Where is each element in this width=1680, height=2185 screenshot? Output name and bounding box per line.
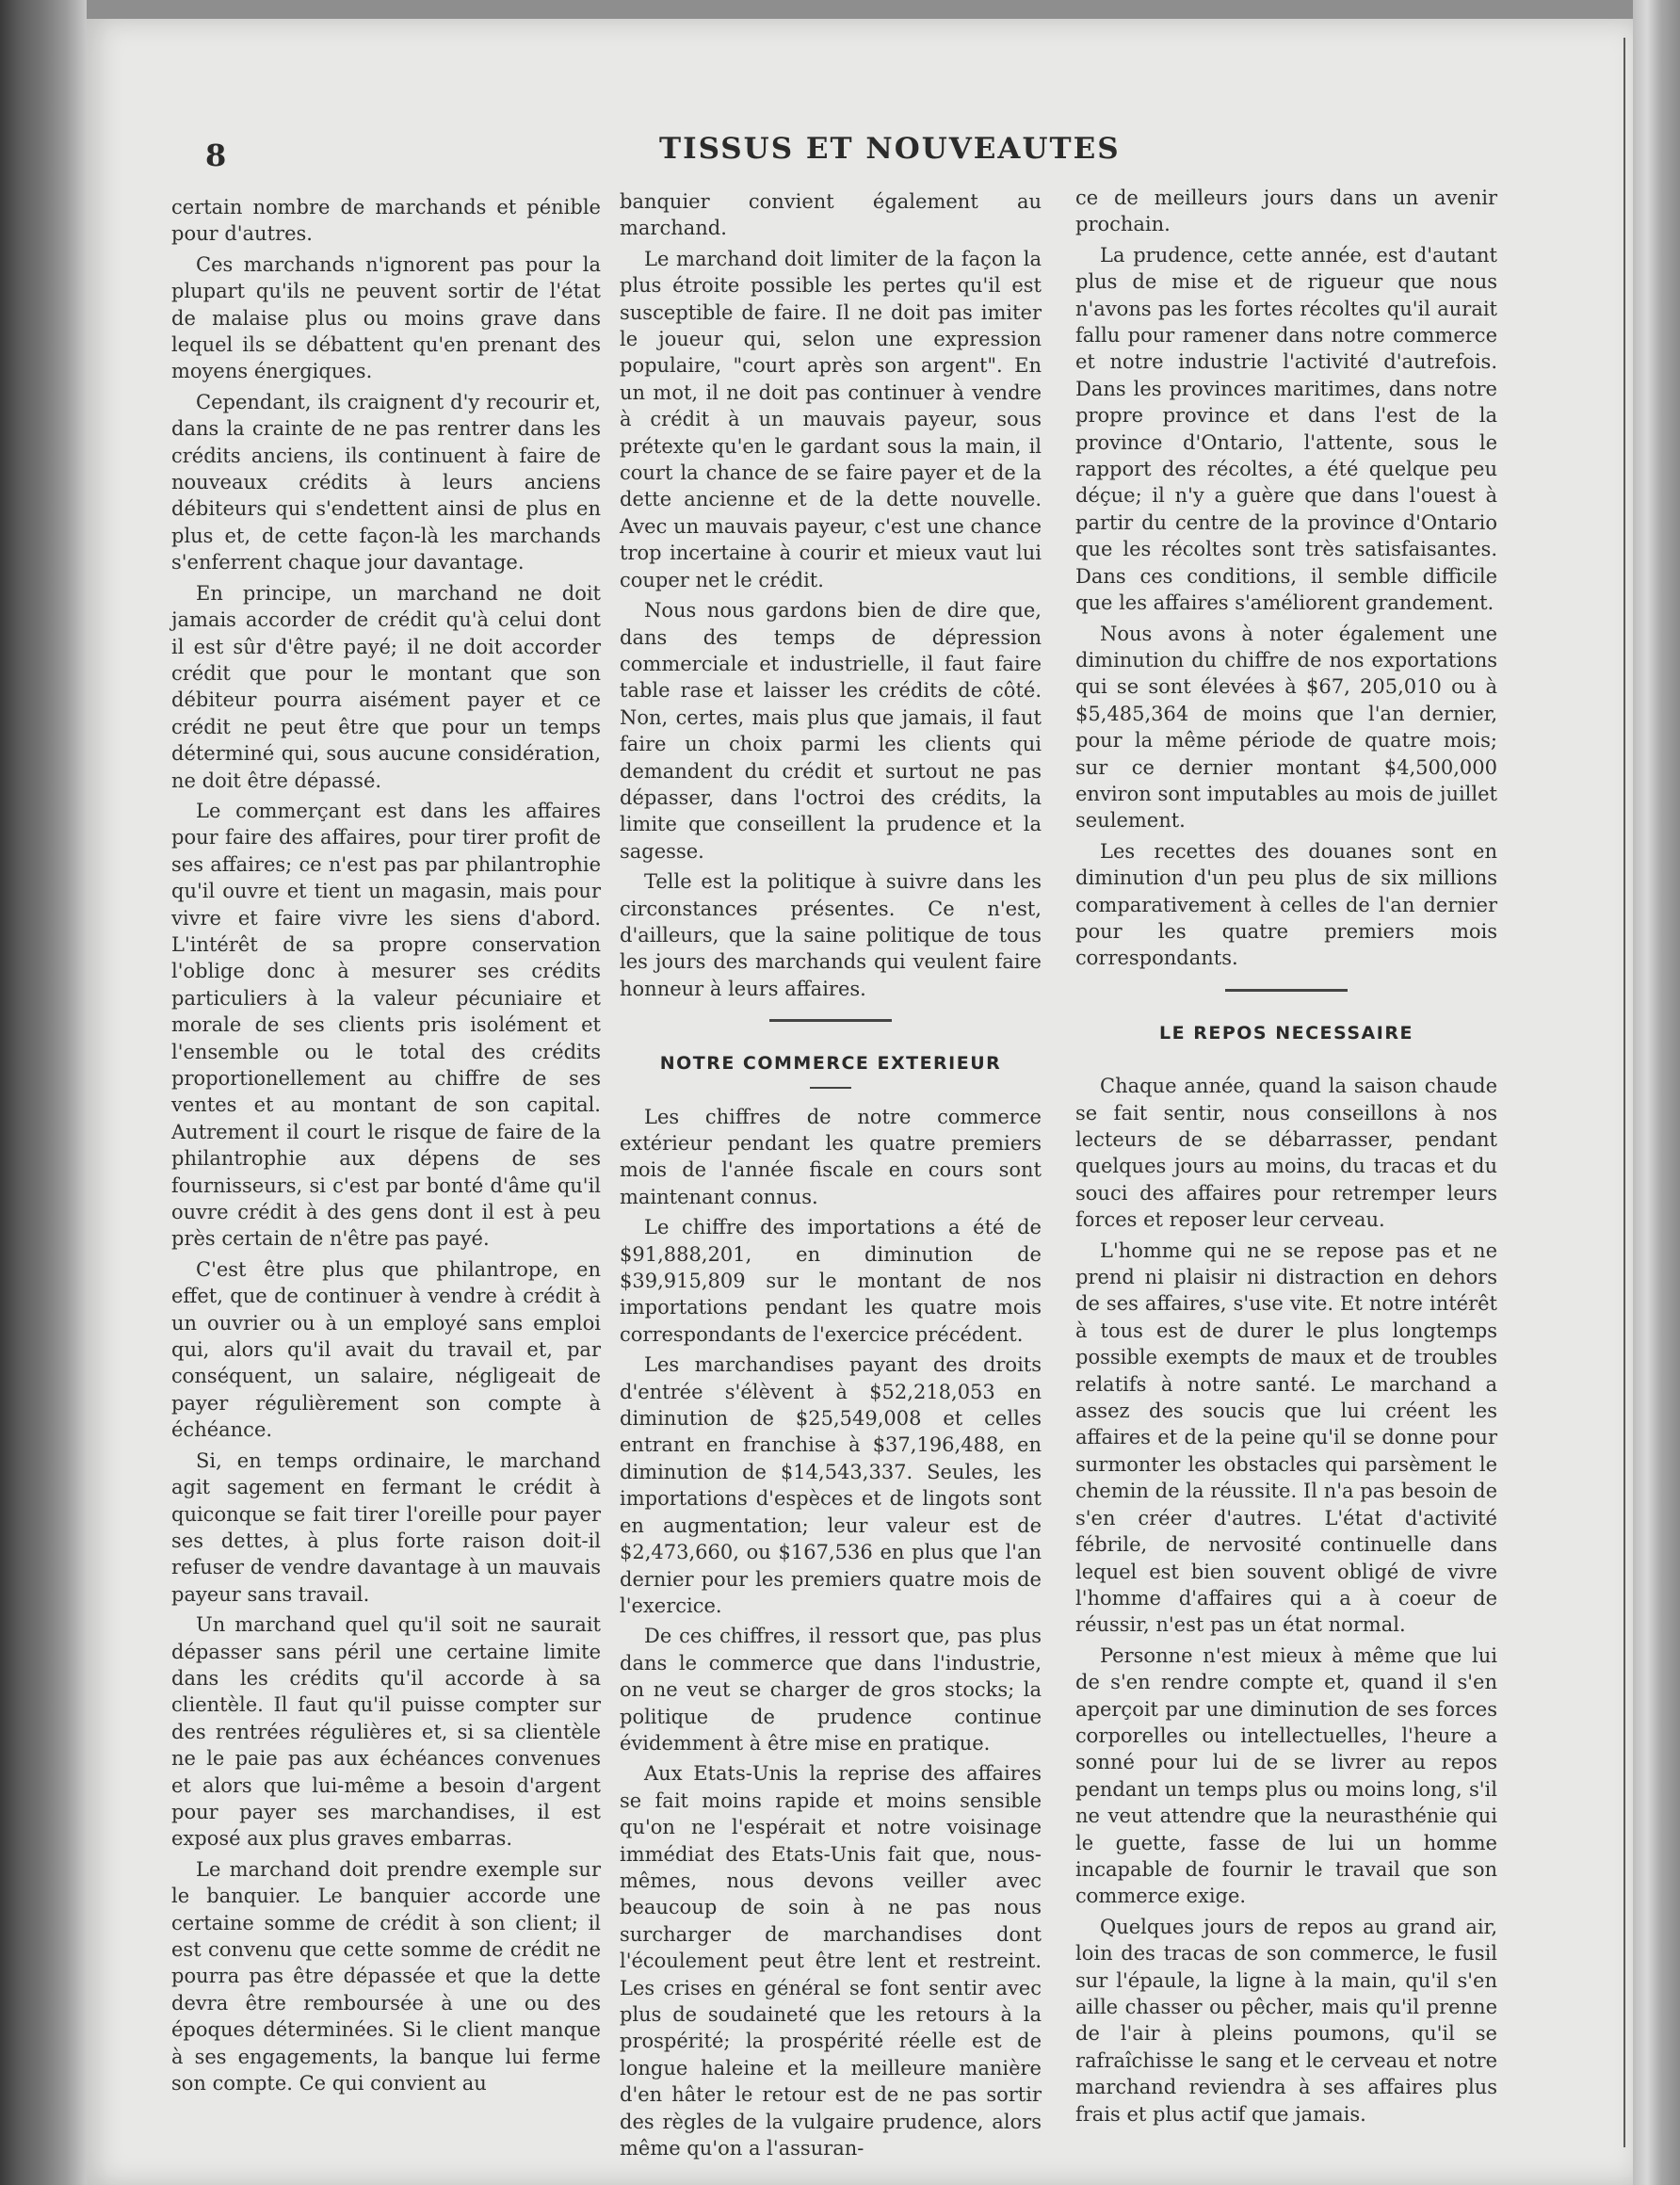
page-number: 8 xyxy=(205,138,227,173)
paragraph: Quelques jours de repos au grand air, loin des tracas de son commerce, le fusil sur l'épaule, la ligne à la main, qu'il s'en aille chasser ou pêcher, mais qu'il prenne de l'air à pleins poumons, qu'il se rafraîchisse le sang et le cerveau et notre marchand reviendra à ses affaires plus frais et plus actif que jamais. xyxy=(1075,1915,1497,2126)
paragraph: Le marchand doit limiter de la façon la plus étroite possible les pertes qu'il est susceptible de faire. Il ne doit pas imiter le joueur qui, selon une expression populaire, "court après son argent". En un mot, il ne doit pas continuer à vendre à crédit à un mauvais payeur, sous prétexte qu'en le gardant sous la main, il court la chance de se faire payer et de la dette ancienne et de la dette nouvelle. Avec un mauvais payeur, c'est une chance trop incertaine à courir et mieux vaut lui couper net le crédit. xyxy=(620,247,1042,591)
paragraph: En principe, un marchand ne doit jamais accorder de crédit qu'à celui dont il est sûr d'être payé; il ne doit accorder crédit que pour le montant que son débiteur pourra aisément payer et ce crédit ne peut être que pour un temps déterminé qui, sous aucune considération, ne doit être dépassé. xyxy=(171,581,601,792)
paragraph: La prudence, cette année, est d'autant plus de mise et de rigueur que nous n'avons pas les fortes récoltes qu'il aurait fallu pour ramener dans notre commerce et notre industrie l'activité d'autrefois. Dans les provinces maritimes, dans notre propre province et dans l'est de la province d'Ontario, l'attente, sous le rapport des récoltes, a été quelque peu déçue; il n'y a guère que dans l'ouest à partir du centre de la province d'Ontario que les récoltes sont très satisfaisantes. Dans ces conditions, il semble difficile que les affaires s'améliorent grandement. xyxy=(1075,243,1497,615)
column-1 xyxy=(171,194,601,2100)
running-head: TISSUS ET NOUVEAUTES xyxy=(659,132,1121,166)
paragraph: C'est être plus que philantrope, en effet, que de continuer à vendre à crédit à un ouvrier ou à un employé sans emploi qui, alors qu'il avait du travail et, par conséquent, un salaire, négligeait de payer régulièrement son compte à échéance. xyxy=(171,1257,601,1442)
paragraph: Personne n'est mieux à même que lui de s'en rendre compte et, quand il s'en aperçoit par une diminution de ses forces corporelles ou intellectuelles, l'heure a sonné pour lui de se livrer au repos pendant un temps plus ou moins long, s'il ne veut attendre que la neurasthénie qui le guette, fasse de lui un homme incapable de fournir le travail que son commerce exige. xyxy=(1075,1643,1497,1908)
paragraph: Cependant, ils craignent d'y recourir et, dans la crainte de ne pas rentrer dans les crédits anciens, ils continuent à faire de nouveaux crédits à leurs anciens débiteurs qui s'endettent ainsi de plus en plus et, de cette façon-là les marchands s'enferrent chaque jour davantage. xyxy=(171,390,601,575)
column-3 xyxy=(1075,185,1497,2131)
paragraph: banquier convient également au marchand. xyxy=(620,190,1042,240)
paragraph: De ces chiffres, il ressort que, pas plus dans le commerce que dans l'industrie, on ne veut se charger de gros stocks; la politique de prudence continue évidemment à être mise en pratique. xyxy=(620,1625,1042,1755)
paragraph: Nous nous gardons bien de dire que, dans des temps de dépression commerciale et industrielle, il faut faire table rase et laisser les crédits de côté. Non, certes, mais plus que jamais, il faut faire un choix parmi les clients qui demandent du crédit et surtout ne pas dépasser, dans l'octroi des crédits, la limite que conseillent la prudence et la sagesse. xyxy=(620,599,1042,863)
column-2 xyxy=(620,188,1042,2165)
scan-binding-edge xyxy=(0,0,87,2185)
title-rule xyxy=(810,1087,851,1089)
section-title: NOTRE COMMERCE EXTERIEUR xyxy=(659,1053,1002,1075)
paragraph: Chaque année, quand la saison chaude se fait sentir, nous conseillons à nos lecteurs de se débarrasser, pendant quelques jours au moins, du tracas et du souci des affaires pour retremper leurs forces et reposer leur cerveau. xyxy=(1075,1075,1497,1232)
paragraph: Le marchand doit prendre exemple sur le banquier. Le banquier accorde une certaine somme de crédit à son client; il est convenu que cette somme de crédit ne pourra pas être dépassée et que la dette devra être remboursée à une ou des époques déterminées. Si le client manque à ses engagements, la banque lui ferme son compte. Ce qui convient au xyxy=(171,1857,601,2096)
paragraph: Les chiffres de notre commerce extérieur pendant les quatre premiers mois de l'année fiscale en cours sont maintenant connus. xyxy=(620,1105,1042,1208)
section-title: LE REPOS NECESSAIRE xyxy=(1159,1022,1413,1044)
paragraph: Telle est la politique à suivre dans les circonstances présentes. Ce n'est, d'ailleurs, que la saine politique de tous les jours des marchands qui veulent faire honneur à leurs affaires. xyxy=(620,870,1042,1000)
paragraph: Le commerçant est dans les affaires pour faire des affaires, pour tirer profit de ses affaires; ce n'est pas par philantrophie qu'il ouvre et tient un magasin, mais pour vivre et faire vivre les siens d'abord. L'intérêt de sa propre conservation l'oblige donc à mesurer ses crédits particuliers à la valeur pécuniaire et morale de ses clients pris isolément et l'ensemble ou le total des crédits proportionellement au chiffre de ses ventes et au montant de son capital. Autrement il court le risque de faire de la philantrophie aux dépens de ses fournisseurs, si c'est par bonté d'âme qu'il ouvre crédit à des gens dont il est à peu près certain de n'être pas payé. xyxy=(171,799,601,1251)
paragraph: Ces marchands n'ignorent pas pour la plupart qu'ils ne peuvent sortir de l'état de malaise plus ou moins grave dans lequel ils se débattent qu'en prenant des moyens énergiques. xyxy=(171,252,601,383)
paragraph: Nous avons à noter également une diminution du chiffre de nos exportations qui se sont élevées à $67, 205,010 ou à $5,485,364 de moins que l'an dernier, pour la même période de quatre mois; sur ce dernier montant $4,500,000 environ sont imputables au mois de juillet seulement. xyxy=(1075,622,1497,833)
section-divider xyxy=(769,1019,892,1022)
paragraph: Aux Etats-Unis la reprise des affaires se fait moins rapide et moins sensible qu'on ne l'espérait et notre voisinage immédiat des Etats-Unis fait que, nous-mêmes, nous devons veiller avec beaucoup de soin à ne pas nous surcharger de marchandises dont l'écoulement peut être lent et restreint. Les crises en général se font sentir avec plus de soudaineté que les retours à la prospérité; la prospérité réelle est de longue haleine et la meilleure manière d'en hâter le retour est de ne pas sortir des règles de la vulgaire prudence, alors même qu'on a l'assuran- xyxy=(620,1762,1042,2161)
paragraph: L'homme qui ne se repose pas et ne prend ni plaisir ni distraction en dehors de ses affaires, s'use vite. Et notre intérêt à tous est de durer le plus longtemps possible exempts de maux et de troubles relatifs à notre santé. Le marchand a assez des soucis que lui créent les affaires et de la peine qu'il se donne pour surmonter les obstacles qui parsèment le chemin de la réussite. Il n'a pas besoin de s'en créer d'autres. L'état d'activité fébrile, de nervosité continuelle dans lequel est bien souvent obligé de vivre l'homme d'affaires qui a à coeur de réussir, n'est pas un état normal. xyxy=(1075,1238,1497,1637)
paragraph: Un marchand quel qu'il soit ne saurait dépasser sans péril une certaine limite dans les crédits qu'il accorde à sa clientèle. Il faut qu'il puisse compter sur des rentrées régulières et, si sa clientèle ne le paie pas aux échéances convenues et alors que lui-même a besoin d'argent pour payer ses marchandises, il est exposé aux plus graves embarras. xyxy=(171,1613,601,1851)
section-divider xyxy=(1225,989,1348,992)
paragraph: Si, en temps ordinaire, le marchand agit sagement en fermant le crédit à quiconque se fait tirer l'oreille pour payer ses dettes, à plus forte raison doit-il refuser de vendre davantage à un mauvais payeur sans travail. xyxy=(171,1449,601,1606)
paragraph: Les recettes des douanes sont en diminution d'un peu plus de six millions comparativement à celles de l'an dernier pour les quatre premiers mois correspondants. xyxy=(1075,839,1497,970)
scan-right-edge xyxy=(1633,0,1680,2185)
page-border-line xyxy=(1623,38,1625,2147)
paragraph: Le chiffre des importations a été de $91,888,201, en diminution de $39,915,809 sur le montant de nos importations pendant les quatre mois correspondants de l'exercice précédent. xyxy=(620,1216,1042,1346)
paragraph: ce de meilleurs jours dans un avenir prochain. xyxy=(1075,186,1497,236)
paragraph: Les marchandises payant des droits d'entrée s'élèvent à $52,218,053 en diminution de $25,549,008 et celles entrant en franchise à $37,196,488, en diminution de $14,543,337. Seules, les importations d'espèces et de lingots sont en augmentation; leur valeur est de $2,473,660, ou $167,536 en plus que l'an dernier pour les premiers quatre mois de l'exercice. xyxy=(620,1353,1042,1617)
paragraph: certain nombre de marchands et pénible pour d'autres. xyxy=(171,196,601,246)
